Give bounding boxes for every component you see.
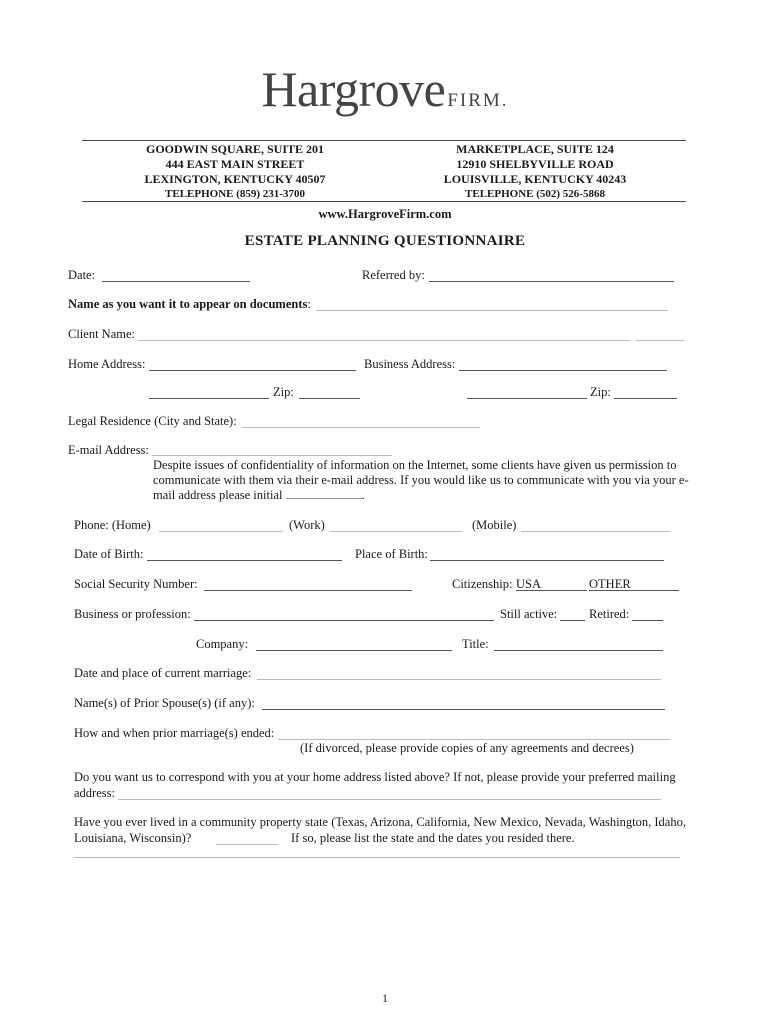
email-note-line3: mail address please initial xyxy=(153,488,283,502)
firm-suffix: FIRM. xyxy=(447,90,509,111)
right-office-address xyxy=(420,142,650,187)
prior-marriage-ended-field[interactable] xyxy=(278,739,670,740)
name-on-documents-text: Name as you want it to appear on documents xyxy=(68,297,308,311)
business-city-field[interactable] xyxy=(467,398,587,399)
name-on-documents-label xyxy=(68,297,311,312)
community-property-question: Have you ever lived in a community property state (Texas, Arizona, California, New Mexico, Nevada, Washington, Idaho, xyxy=(74,815,686,829)
divorce-note: (If divorced, please provide copies of any agreements and decrees) xyxy=(300,741,634,755)
name-on-documents-colon: : xyxy=(307,297,311,311)
home-address-label: Home Address: xyxy=(68,357,146,371)
citizenship-label: Citizenship: xyxy=(452,577,513,591)
company-label: Company: xyxy=(196,637,249,651)
page-number: 1 xyxy=(382,991,388,1005)
business-profession-field[interactable] xyxy=(194,620,494,621)
legal-residence-field[interactable] xyxy=(242,427,480,428)
home-city-field[interactable] xyxy=(149,398,269,399)
phone-work-field[interactable] xyxy=(330,531,462,532)
citizenship-usa-line[interactable] xyxy=(516,590,587,591)
email-permission-note xyxy=(153,458,693,503)
firm-logo xyxy=(0,60,770,118)
right-office-phone: TELEPHONE (502) 526-5868 xyxy=(465,188,605,200)
form-title: ESTATE PLANNING QUESTIONNAIRE xyxy=(244,233,526,249)
correspondence-address-field[interactable] xyxy=(118,799,661,800)
still-active-field[interactable] xyxy=(560,620,585,621)
client-name-field[interactable] xyxy=(138,340,630,341)
prior-spouses-field[interactable] xyxy=(262,709,665,710)
firm-name: Hargrove xyxy=(261,61,446,117)
business-zip-label: Zip: xyxy=(590,385,611,399)
place-of-birth-field[interactable] xyxy=(430,560,664,561)
phone-mobile-field[interactable] xyxy=(521,531,670,532)
email-note-line2: communicate with them via their e-mail address. If you would like us to communicate with you via your e- xyxy=(153,473,689,487)
left-office-phone: TELEPHONE (859) 231-3700 xyxy=(165,188,305,200)
retired-field[interactable] xyxy=(632,620,663,621)
phone-home-field[interactable] xyxy=(159,531,283,532)
phone-home-label: Phone: (Home) xyxy=(74,518,151,532)
client-name-label: Client Name: xyxy=(68,327,135,341)
legal-residence-label: Legal Residence (City and State): xyxy=(68,414,237,428)
business-profession-label: Business or profession: xyxy=(74,607,191,621)
website-link[interactable]: www.HargroveFirm.com xyxy=(318,207,452,221)
email-note-end: . xyxy=(361,488,365,502)
correspondence-question: Do you want us to correspond with you at your home address listed above? If not, please provide your preferred mailing xyxy=(74,770,676,784)
prior-marriage-ended-label: How and when prior marriage(s) ended: xyxy=(74,726,275,740)
ssn-field[interactable] xyxy=(204,590,412,591)
email-field[interactable] xyxy=(152,455,392,456)
business-address-label: Business Address: xyxy=(364,357,456,371)
phone-work-label: (Work) xyxy=(289,518,325,532)
email-label: E-mail Address: xyxy=(68,443,149,457)
current-marriage-label: Date and place of current marriage: xyxy=(74,666,252,680)
citizenship-other-line[interactable] xyxy=(589,590,679,591)
home-zip-label: Zip: xyxy=(273,385,294,399)
right-address-line2: 12910 SHELBYVILLE ROAD xyxy=(456,157,614,171)
left-office-address xyxy=(115,142,355,187)
left-address-line3: LEXINGTON, KENTUCKY 40507 xyxy=(144,172,326,186)
email-note-line1: Despite issues of confidentiality of information on the Internet, some clients have given us permission to xyxy=(153,458,677,472)
community-property-details-field[interactable] xyxy=(74,857,680,858)
email-initial-field[interactable] xyxy=(286,489,362,499)
right-address-line3: LOUISVILLE, KENTUCKY 40243 xyxy=(443,172,627,186)
title-label: Title: xyxy=(462,637,489,651)
community-property-answer-field[interactable] xyxy=(216,844,278,845)
home-zip-field[interactable] xyxy=(299,398,360,399)
date-of-birth-label: Date of Birth: xyxy=(74,547,144,561)
citizenship-usa-option[interactable]: USA xyxy=(516,577,542,591)
date-of-birth-field[interactable] xyxy=(147,560,342,561)
retired-label: Retired: xyxy=(589,607,630,621)
referred-by-label: Referred by: xyxy=(362,268,425,282)
community-property-states: Louisiana, Wisconsin)? xyxy=(74,831,192,845)
right-address-line1: MARKETPLACE, SUITE 124 xyxy=(456,142,614,156)
title-field[interactable] xyxy=(494,650,663,651)
business-address-field[interactable] xyxy=(459,370,667,371)
left-address-line1: GOODWIN SQUARE, SUITE 201 xyxy=(145,142,325,156)
home-address-field[interactable] xyxy=(149,370,356,371)
place-of-birth-label: Place of Birth: xyxy=(355,547,428,561)
referred-by-field[interactable] xyxy=(429,281,674,282)
current-marriage-field[interactable] xyxy=(257,679,661,680)
client-name-field-extra[interactable] xyxy=(636,340,684,341)
company-field[interactable] xyxy=(256,650,452,651)
business-zip-field[interactable] xyxy=(614,398,677,399)
ssn-label: Social Security Number: xyxy=(74,577,198,591)
name-on-documents-field[interactable] xyxy=(316,310,668,311)
still-active-label: Still active: xyxy=(500,607,558,621)
prior-spouses-label: Name(s) of Prior Spouse(s) (if any): xyxy=(74,696,255,710)
correspondence-address-label: address: xyxy=(74,786,115,800)
header-top-rule xyxy=(82,140,686,141)
left-address-line2: 444 EAST MAIN STREET xyxy=(165,157,305,171)
community-property-followup: If so, please list the state and the dates you resided there. xyxy=(291,831,575,845)
citizenship-other-option[interactable]: OTHER xyxy=(589,577,631,591)
phone-mobile-label: (Mobile) xyxy=(472,518,517,532)
header-bottom-rule xyxy=(82,201,686,202)
date-label: Date: xyxy=(68,268,96,282)
date-field[interactable] xyxy=(102,281,250,282)
